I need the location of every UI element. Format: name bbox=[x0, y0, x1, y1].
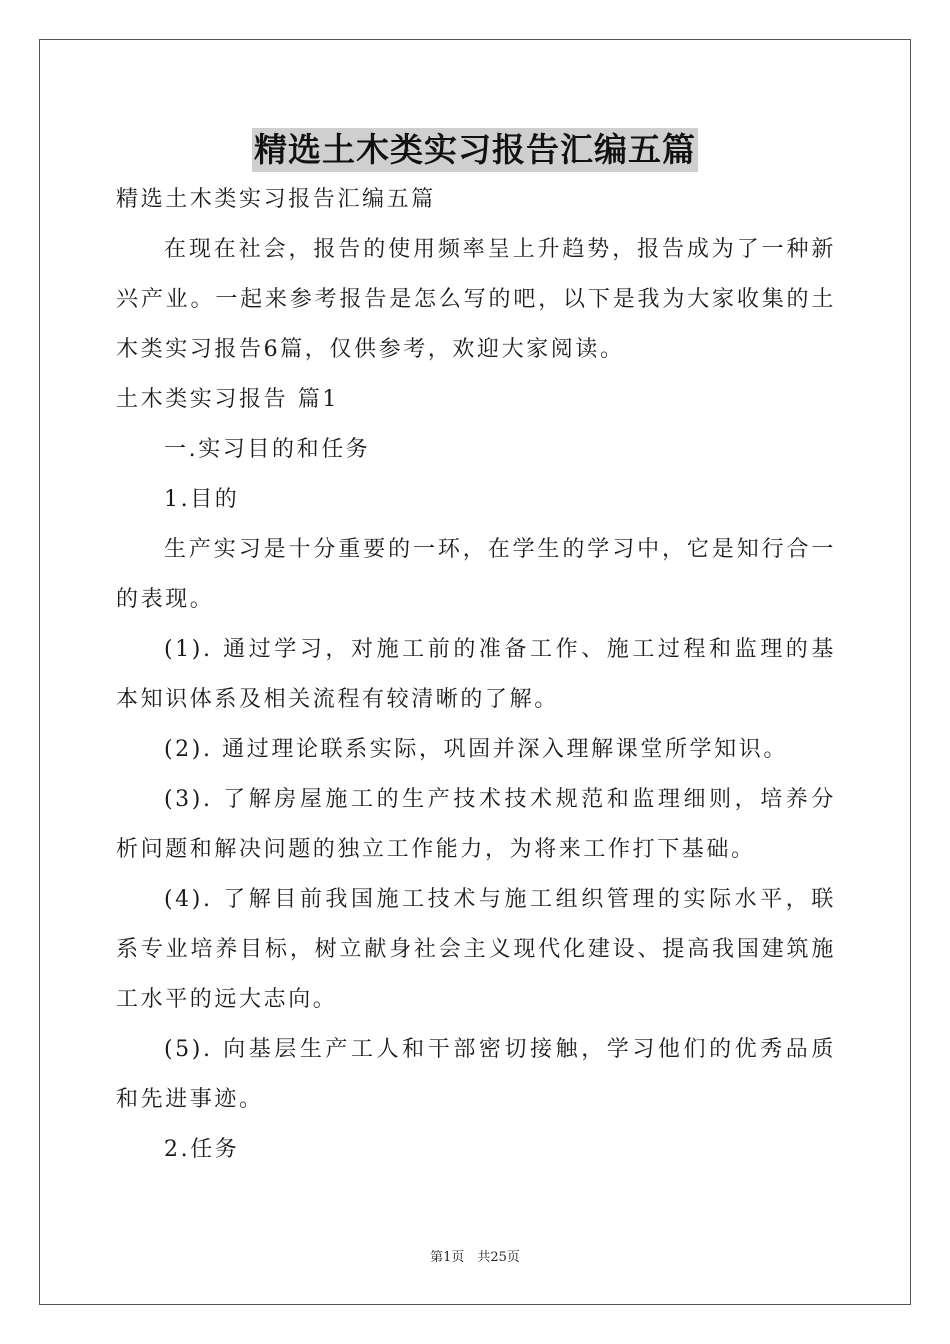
document-body bbox=[116, 175, 836, 1175]
section-heading: 土木类实习报告 篇1 bbox=[116, 387, 339, 412]
list-item: (3). 了解房屋施工的生产技术技术规范和监理细则，培养分析问题和解决问题的独立工作能力，为将来工作打下基础。 bbox=[116, 787, 836, 862]
paragraph: 生产实习是十分重要的一环，在学生的学习中，它是知行合一的表现。 bbox=[116, 537, 836, 612]
list-item: (5). 向基层生产工人和干部密切接触，学习他们的优秀品质和先进事迹。 bbox=[116, 1037, 836, 1112]
document-title: 精选土木类实习报告汇编五篇 bbox=[252, 128, 698, 172]
title-container bbox=[0, 128, 950, 172]
paragraph: 精选土木类实习报告汇编五篇 bbox=[116, 187, 436, 212]
list-item: (4). 了解目前我国施工技术与施工组织管理的实际水平，联系专业培养目标，树立献身社会主义现代化建设、提高我国建筑施工水平的远大志向。 bbox=[116, 887, 836, 1012]
page-number-footer: 第1页 共25页 bbox=[430, 1250, 520, 1265]
list-item: (1). 通过学习，对施工前的准备工作、施工过程和监理的基本知识体系及相关流程有较清晰的了解。 bbox=[116, 637, 836, 712]
list-item: (2). 通过理论联系实际，巩固并深入理解课堂所学知识。 bbox=[164, 737, 788, 762]
subsection-heading: 2.任务 bbox=[164, 1137, 240, 1162]
subsection-heading: 一.实习目的和任务 bbox=[164, 437, 371, 462]
paragraph: 在现在社会，报告的使用频率呈上升趋势，报告成为了一种新兴产业。一起来参考报告是怎么写的吧，以下是我为大家收集的土木类实习报告6篇，仅供参考，欢迎大家阅读。 bbox=[116, 237, 836, 362]
subsection-heading: 1.目的 bbox=[164, 487, 240, 512]
